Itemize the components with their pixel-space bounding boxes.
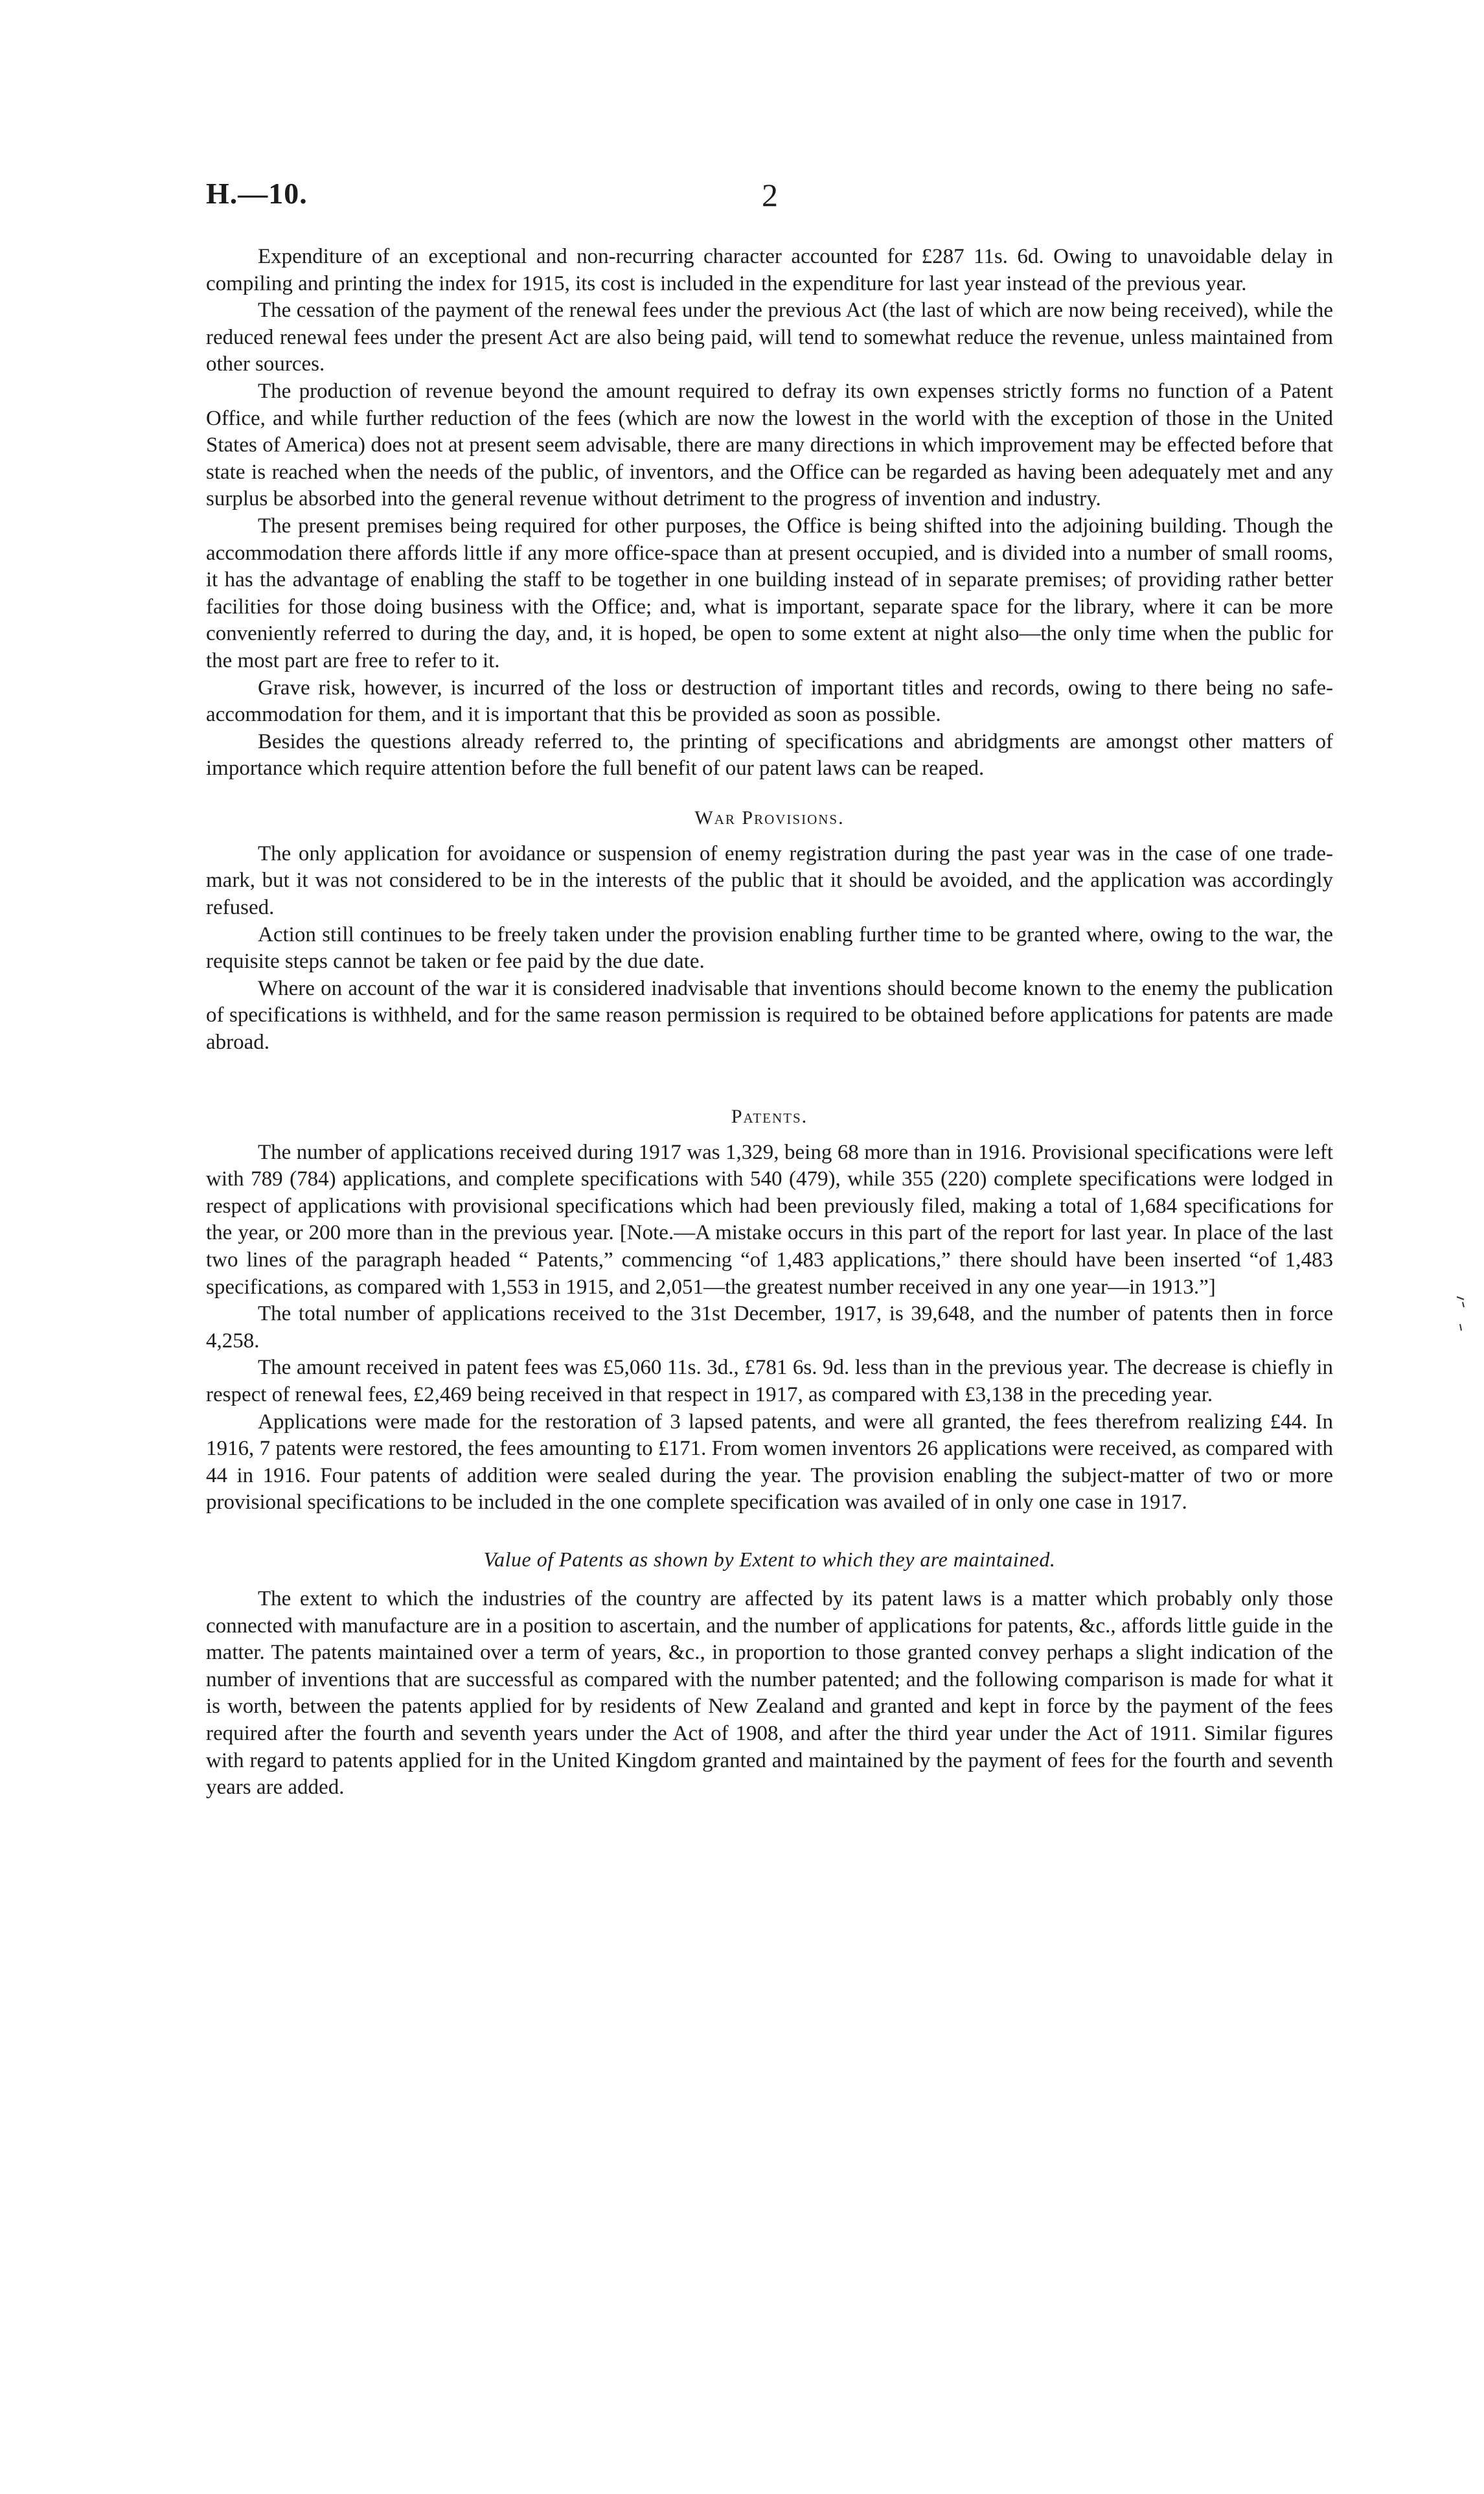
value-of-patents-section [206,1586,1333,1802]
paragraph-premises: The present premises being required for other purposes, the Office is being shifted into the adjoining building. Though the accommodation there affords little if any more office-space than at present occupied, and is divided into a number of small rooms, it has the advantage of enabling the staff to be together in one building instead of in separate premises; of providing rather better facilities for those doing business with the Office; and, what is important, separate space for the library, where it can be more conveniently referred to during the day, and, it is hoped, be open to some extent at night also—the only time when the public for the most part are free to refer to it. [206,514,1333,672]
heading-war-provisions: War Provisions. [694,807,845,829]
paragraph-enemy-registration: The only application for avoidance or suspension of enemy registration during the past year was in the case of one trade-mark, but it was not considered to be in the interests of the public that it should be avoided, and the application was accordingly refused. [206,841,1333,920]
paragraph-further-time: Action still continues to be freely taken under the provision enabling further time to be granted where, owing to the war, the requisite steps cannot be taken or fee paid by the due date. [206,922,1333,974]
paragraph-patent-fees: The amount received in patent fees was £5,060 11s. 3d., £781 6s. 9d. less than in the previous year. The decrease is chiefly in respect of renewal fees, £2,469 being received in that respect in 1917, as compared with £3,138 in the preceding year. [206,1356,1333,1406]
margin-tick-mark [1456,1296,1465,1332]
intro-section [206,244,1333,783]
paragraph-withheld: Where on account of the war it is considered inadvisable that inventions should become known to the enemy the publication of specifications is withheld, and for the same reason permission is required to be obtained before applications for patents are made abroad. [206,976,1333,1055]
patents-section [206,1139,1333,1516]
heading-value-of-patents: Value of Patents as shown by Extent to which they are maintained. [483,1547,1056,1571]
paragraph-extent-industries: The extent to which the industries of the country are affected by its patent laws is a matter which probably only those connected with manufacture are in a position to ascertain, and the number of applications for patents, &c., affords little guide in the matter. The patents maintained over a term of years, &c., in proportion to those granted convey perhaps a slight indication of the number of inventions that are successful as compared with the number patented; and the following comparison is made for what it is worth, between the patents applied for by residents of New Zealand and granted and kept in force by the payment of the fees required after the fourth and seventh years under the Act of 1908, and after the third year under the Act of 1911. Similar figures with regard to patents applied for in the United Kingdom granted and maintained by the payment of fees for the fourth and seventh years are added. [206,1586,1333,1800]
paragraph-specifications: Besides the questions already referred to, the printing of specifications and abridgments are amongst other matters of importance which require attention before the full benefit of our patent laws can be reaped. [206,729,1333,781]
paragraph-revenue: The production of revenue beyond the amount required to defray its own expenses strictly forms no function of a Patent Office, and while further reduction of the fees (which are now the lowest in the world with the exception of those in the United States of America) does not at present seem advisable, there are many directions in which improvement may be effected before that state is reached when the needs of the public, of inventors, and the Office can be regarded as having been adequately met and any surplus be absorbed into the general revenue without detriment to the progress of invention and industry. [206,379,1333,511]
war-provisions-section [206,841,1333,1057]
paragraph-renewal-fees: The cessation of the payment of the renewal fees under the previous Act (the last of which are now being received), while the reduced renewal fees under the present Act are also being paid, will tend to somewhat reduce the revenue, unless maintained from other sources. [206,299,1333,376]
paragraph-restoration: Applications were made for the restoration of 3 lapsed patents, and were all granted, the fees therefrom realizing £44. In 1916, 7 patents were restored, the fees amounting to £171. From women inventors 26 applications were received, as compared with 44 in 1916. Four patents of addition were sealed during the year. The provision enabling the subject-matter of two or more provisional specifications to be included in the one complete specification was availed of in only one case in 1917. [206,1410,1333,1515]
page-number: 2 [762,177,778,213]
paragraph-expenditure: Expenditure of an exceptional and non-recurring character accounted for £287 11s. 6d. Owing to unavoidable delay in compiling and printing the index for 1915, its cost is included in the expenditure for last year instead of the previous year. [206,245,1333,295]
paragraph-grave-risk: Grave risk, however, is incurred of the loss or destruction of important titles and records, owing to there being no safe-accommodation for them, and it is important that this be provided as soon as possible. [206,676,1333,727]
page-header [206,176,1333,222]
paragraph-total-applications: The total number of applications received to the 31st December, 1917, is 39,648, and the number of patents then in force 4,258. [206,1302,1333,1353]
document-reference: H.—10. [206,177,308,210]
paragraph-applications-1917: The number of applications received during 1917 was 1,329, being 68 more than in 1916. Provisional specifications were left with 789 (784) applications, and complete specifications with 540 (479), while 355 (220) complete specifications were lodged in respect of applications with provisional specifications which had been previously filed, making a total of 1,684 specifications for the year, or 200 more than in the previous year. [Note.—A mistake occurs in this part of the report for last year. In place of the last two lines of the paragraph headed “ Patents,” commencing “of 1,483 applications,” there should have been inserted “of 1,483 specifications, as compared with 1,553 in 1915, and 2,051—the greatest number received in any one year—in 1913.”] [206,1140,1333,1299]
report-body [206,244,1333,1802]
heading-patents: Patents. [731,1105,808,1127]
